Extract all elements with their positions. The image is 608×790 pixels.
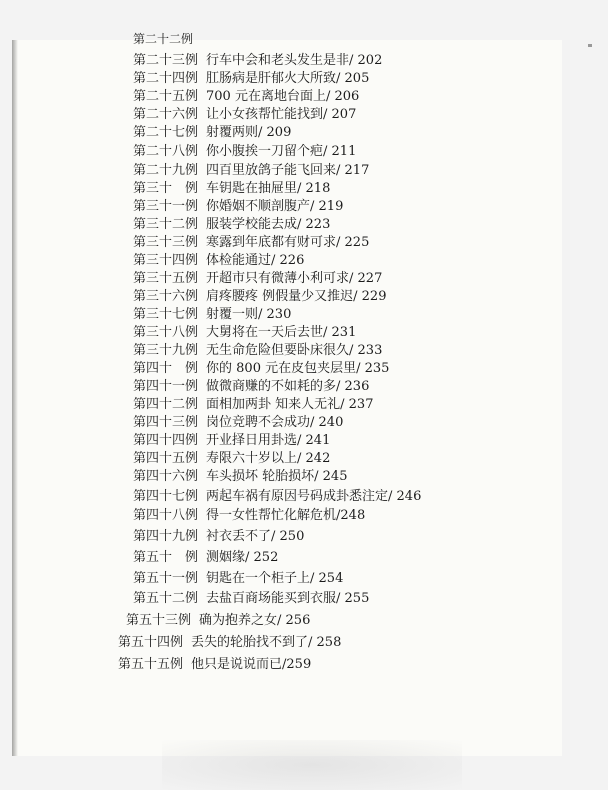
entry-title: 四百里放鸽子能飞回来/ 217 <box>206 163 370 178</box>
entry-title: 两起车祸有原因号码成卦悉注定/ 246 <box>206 489 422 504</box>
entry-title: 你婚姻不顺剖腹产/ 219 <box>206 199 344 214</box>
entry-label: 第二十六例 <box>133 107 199 122</box>
entry-label: 第二十五例 <box>133 89 199 104</box>
entry-title: 寒露到年底都有财可求/ 225 <box>206 235 370 250</box>
list-item <box>133 570 343 588</box>
entry-label: 第四十八例 <box>133 508 199 523</box>
entry-label: 第四十七例 <box>133 489 199 504</box>
entry-label: 第三十五例 <box>133 271 199 286</box>
entry-title: 无生命危险但要卧床很久/ 233 <box>206 343 383 358</box>
entry-title: 车钥匙在抽屉里/ 218 <box>206 181 331 196</box>
list-item <box>133 450 330 468</box>
entry-label: 第三十四例 <box>133 253 199 268</box>
entry-title: 开业择日用卦选/ 241 <box>206 433 331 448</box>
entry-title: 大舅将在一天后去世/ 231 <box>206 325 357 340</box>
list-item <box>133 360 389 378</box>
entry-title: 测姻缘/ 252 <box>206 550 279 565</box>
entry-title: 让小女孩帮忙能找到/ 207 <box>206 107 357 122</box>
list-item <box>133 106 356 124</box>
entry-label: 第三十六例 <box>133 289 199 304</box>
entry-title: 确为抱养之女/ 256 <box>199 613 311 628</box>
list-item <box>133 414 343 432</box>
list-item <box>133 396 373 414</box>
entry-label: 第五十五例 <box>118 657 184 672</box>
list-item <box>126 612 310 630</box>
entry-title: 钥匙在一个柜子上/ 254 <box>206 571 344 586</box>
list-item <box>133 30 193 48</box>
entry-title: 丢失的轮胎找不到了/ 258 <box>191 635 342 650</box>
entry-label: 第四十三例 <box>133 415 199 430</box>
entry-title: 射覆两则/ 209 <box>206 125 292 140</box>
list-item <box>133 143 356 161</box>
list-item <box>133 590 369 608</box>
list-item <box>133 70 369 88</box>
entry-title: 肩疼腰疼 例假量少又推迟/ 229 <box>206 289 387 304</box>
entry-title: 行车中会和老头发生是非/ 202 <box>206 53 383 68</box>
list-item <box>133 288 386 306</box>
entry-label: 第五十四例 <box>118 635 184 650</box>
entry-label: 第四十二例 <box>133 397 199 412</box>
list-item <box>133 52 382 70</box>
entry-label: 第五十三例 <box>126 613 192 628</box>
entry-label: 第三十三例 <box>133 235 199 250</box>
entry-title: 射覆一则/ 230 <box>206 307 292 322</box>
entry-label: 第三十九例 <box>133 343 199 358</box>
entry-title: 寿限六十岁以上/ 242 <box>206 451 331 466</box>
entry-label: 第二十九例 <box>133 163 199 178</box>
entry-label: 第四十五例 <box>133 451 199 466</box>
corner-mark <box>588 44 592 47</box>
entry-label: 第五十二例 <box>133 591 199 606</box>
entry-label: 第四十六例 <box>133 469 199 484</box>
entry-label: 第五十 例 <box>133 550 199 565</box>
entry-label: 第四十四例 <box>133 433 199 448</box>
entry-label: 第四十一例 <box>133 379 199 394</box>
scan-smudge <box>162 740 462 790</box>
list-item <box>118 656 311 674</box>
list-item <box>133 528 304 546</box>
entry-label: 第三十 例 <box>133 181 199 196</box>
entry-label: 第二十二例 <box>133 32 194 46</box>
scanned-page <box>12 32 562 756</box>
table-of-contents <box>12 32 562 756</box>
list-item <box>133 488 421 506</box>
list-item <box>133 324 356 342</box>
entry-label: 第四十九例 <box>133 529 199 544</box>
list-item <box>118 634 341 652</box>
entry-title: 做微商赚的不如耗的多/ 236 <box>206 379 370 394</box>
list-item <box>133 378 369 396</box>
list-item <box>133 162 369 180</box>
entry-label: 第三十二例 <box>133 217 199 232</box>
entry-label: 第二十八例 <box>133 144 199 159</box>
list-item <box>133 507 365 525</box>
entry-title: 你小腹挨一刀留个疤/ 211 <box>206 144 357 159</box>
entry-title: 面相加两卦 知来人无礼/ 237 <box>206 397 374 412</box>
entry-title: 岗位竞聘不会成功/ 240 <box>206 415 344 430</box>
list-item <box>133 234 369 252</box>
entry-label: 第四十 例 <box>133 361 199 376</box>
entry-label: 第三十七例 <box>133 307 199 322</box>
entry-title: 去盐百商场能买到衣服/ 255 <box>206 591 370 606</box>
entry-label: 第二十三例 <box>133 53 199 68</box>
list-item <box>133 88 359 106</box>
entry-title: 得一女性帮忙化解危机/248 <box>206 508 366 523</box>
list-item <box>133 198 343 216</box>
list-item <box>133 342 382 360</box>
list-item <box>133 180 330 198</box>
list-item <box>133 549 278 567</box>
entry-label: 第三十八例 <box>133 325 199 340</box>
entry-title: 700 元在离地台面上/ 206 <box>206 89 360 104</box>
list-item <box>133 306 291 324</box>
entry-label: 第二十四例 <box>133 71 199 86</box>
list-item <box>133 124 291 142</box>
entry-title: 肛肠病是肝郁火大所致/ 205 <box>206 71 370 86</box>
entry-title: 车头损坏 轮胎损坏/ 245 <box>206 469 348 484</box>
list-item <box>133 468 347 486</box>
entry-title: 你的 800 元在皮包夹层里/ 235 <box>206 361 390 376</box>
entry-label: 第二十七例 <box>133 125 199 140</box>
list-item <box>133 252 304 270</box>
list-item <box>133 270 382 288</box>
list-item <box>133 432 330 450</box>
list-item <box>133 216 330 234</box>
entry-title: 他只是说说而已/259 <box>191 657 312 672</box>
entry-title: 服装学校能去成/ 223 <box>206 217 331 232</box>
entry-label: 第五十一例 <box>133 571 199 586</box>
entry-label: 第三十一例 <box>133 199 199 214</box>
entry-title: 体检能通过/ 226 <box>206 253 305 268</box>
entry-title: 衬衣丢不了/ 250 <box>206 529 305 544</box>
entry-title: 开超市只有微薄小利可求/ 227 <box>206 271 383 286</box>
